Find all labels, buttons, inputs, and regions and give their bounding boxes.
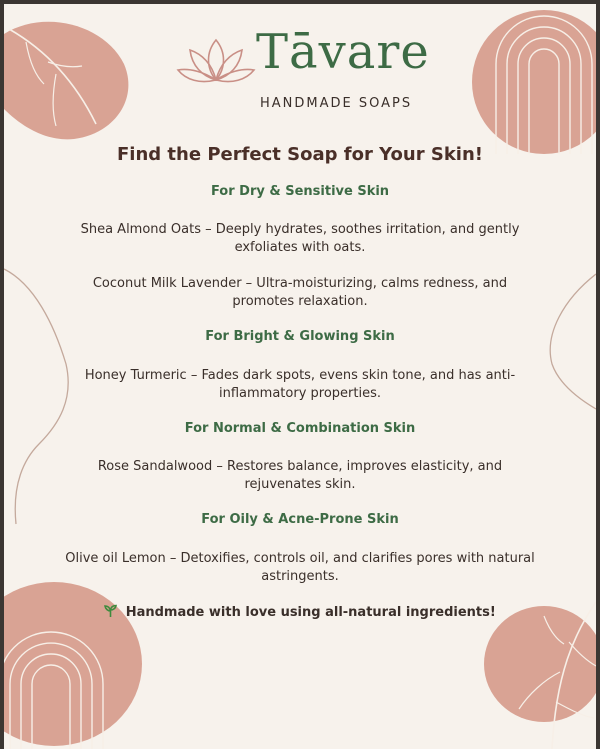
right-wave-line [550, 274, 596, 409]
brand-tagline: HANDMADE SOAPS [260, 96, 413, 111]
left-wave-line [4, 269, 68, 524]
product-rose-sandalwood: Rose Sandalwood – Restores balance, improves elasticity, and rejuvenates skin. [97, 459, 503, 493]
product-honey-turmeric: Honey Turmeric – Fades dark spots, evens skin tone, and has anti-inflammatory properties. [84, 367, 516, 401]
section-title-bright: For Bright & Glowing Skin [205, 329, 395, 345]
content [64, 144, 536, 620]
brand-name: Tāvare [256, 24, 430, 80]
section-title-normal: For Normal & Combination Skin [184, 420, 416, 436]
page-title: Find the Perfect Soap for Your Skin! [117, 144, 483, 165]
footer-text: Handmade with love using all-natural ingredients! [125, 604, 496, 620]
product-olive-oil-lemon: Olive oil Lemon – Detoxifies, controls oil, and clarifies pores with natural astringents. [65, 550, 535, 584]
product-coconut-milk-lavender: Coconut Milk Lavender – Ultra-moisturizing, calms redness, and promotes relaxation. [92, 276, 508, 310]
product-shea-almond-oats: Shea Almond Oats – Deeply hydrates, soothes irritation, and gently exfoliates with oats. [80, 222, 520, 256]
bottom-right-blob [484, 602, 596, 749]
top-right-blob [472, 10, 596, 154]
soap-flyer [4, 4, 596, 749]
lotus-icon [174, 34, 258, 90]
footer-note [64, 604, 536, 620]
section-title-oily: For Oily & Acne-Prone Skin [201, 512, 399, 528]
section-title-dry: For Dry & Sensitive Skin [210, 183, 390, 199]
sprout-icon [104, 605, 122, 620]
top-left-blob [4, 22, 128, 140]
